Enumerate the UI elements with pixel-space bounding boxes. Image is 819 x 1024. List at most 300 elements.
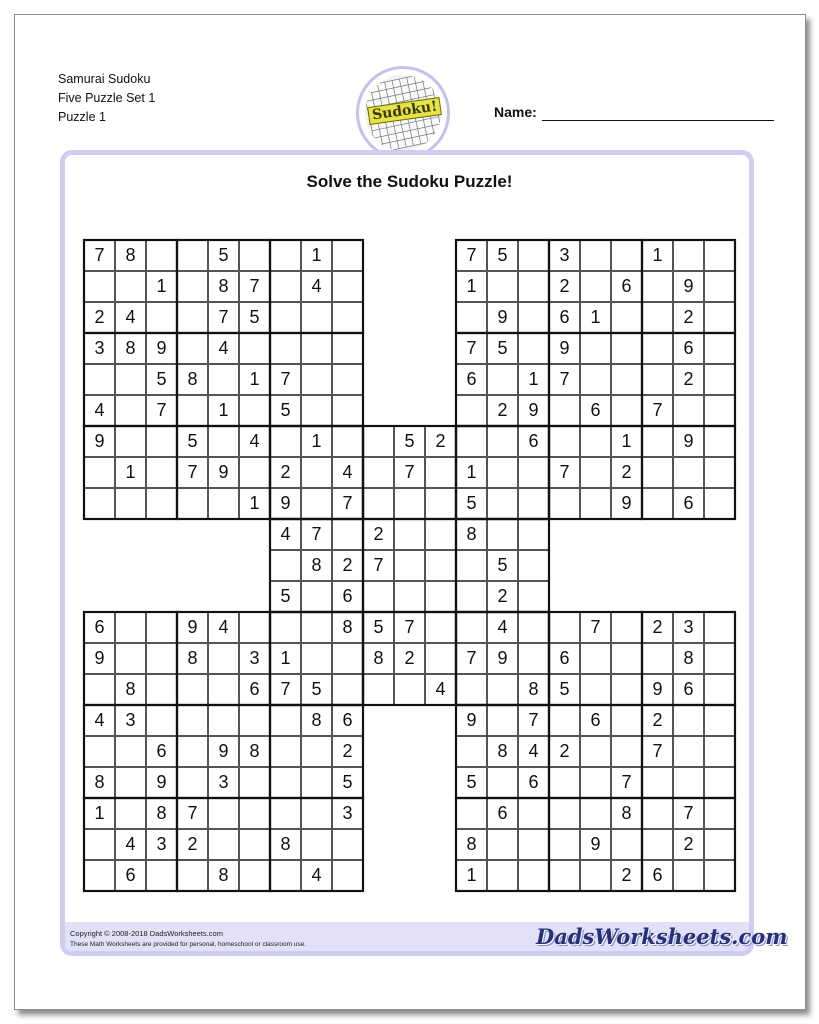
empty-cell[interactable] (642, 643, 673, 674)
empty-cell[interactable] (332, 333, 363, 364)
empty-cell[interactable] (332, 302, 363, 333)
empty-cell[interactable] (704, 457, 735, 488)
empty-cell[interactable] (332, 860, 363, 891)
empty-cell[interactable] (332, 364, 363, 395)
empty-cell[interactable] (425, 519, 456, 550)
given-cell: 4 (487, 612, 518, 643)
empty-cell[interactable] (704, 612, 735, 643)
empty-cell[interactable] (270, 271, 301, 302)
empty-cell[interactable] (394, 550, 425, 581)
empty-cell[interactable] (394, 488, 425, 519)
given-cell: 8 (115, 240, 146, 271)
empty-cell[interactable] (642, 271, 673, 302)
given-cell: 8 (177, 364, 208, 395)
empty-cell[interactable] (487, 829, 518, 860)
empty-cell[interactable] (580, 271, 611, 302)
empty-cell[interactable] (332, 829, 363, 860)
empty-cell[interactable] (704, 395, 735, 426)
empty-cell[interactable] (146, 860, 177, 891)
empty-cell[interactable] (270, 333, 301, 364)
empty-cell[interactable] (270, 798, 301, 829)
empty-cell[interactable] (456, 395, 487, 426)
empty-cell[interactable] (642, 302, 673, 333)
empty-cell[interactable] (115, 395, 146, 426)
empty-cell[interactable] (704, 767, 735, 798)
empty-cell[interactable] (301, 457, 332, 488)
empty-cell[interactable] (673, 240, 704, 271)
given-cell: 2 (611, 457, 642, 488)
empty-cell[interactable] (518, 581, 549, 612)
empty-cell[interactable] (456, 581, 487, 612)
empty-cell[interactable] (456, 302, 487, 333)
empty-cell[interactable] (239, 333, 270, 364)
given-cell: 8 (84, 767, 115, 798)
copyright-text: Copyright © 2008-2018 DadsWorksheets.com (70, 929, 223, 938)
empty-cell[interactable] (673, 736, 704, 767)
given-cell: 2 (177, 829, 208, 860)
empty-cell[interactable] (208, 829, 239, 860)
empty-cell[interactable] (549, 829, 580, 860)
given-cell: 7 (580, 612, 611, 643)
empty-cell[interactable] (146, 643, 177, 674)
empty-cell[interactable] (611, 643, 642, 674)
empty-cell[interactable] (270, 550, 301, 581)
empty-cell[interactable] (84, 488, 115, 519)
given-cell: 9 (208, 736, 239, 767)
given-cell: 7 (239, 271, 270, 302)
empty-cell[interactable] (611, 705, 642, 736)
given-cell: 3 (332, 798, 363, 829)
puzzle-title: Solve the Sudoku Puzzle! (306, 172, 513, 191)
empty-cell[interactable] (642, 364, 673, 395)
empty-cell[interactable] (611, 829, 642, 860)
empty-cell[interactable] (301, 829, 332, 860)
empty-cell[interactable] (704, 364, 735, 395)
empty-cell[interactable] (611, 364, 642, 395)
empty-cell[interactable] (518, 860, 549, 891)
empty-cell[interactable] (270, 612, 301, 643)
empty-cell[interactable] (487, 767, 518, 798)
empty-cell[interactable] (518, 519, 549, 550)
empty-cell[interactable] (146, 302, 177, 333)
empty-cell[interactable] (239, 705, 270, 736)
empty-cell[interactable] (301, 643, 332, 674)
empty-cell[interactable] (239, 240, 270, 271)
empty-cell[interactable] (487, 364, 518, 395)
empty-cell[interactable] (270, 860, 301, 891)
empty-cell[interactable] (673, 395, 704, 426)
empty-cell[interactable] (518, 643, 549, 674)
empty-cell[interactable] (704, 829, 735, 860)
empty-cell[interactable] (580, 333, 611, 364)
empty-cell[interactable] (704, 674, 735, 705)
empty-cell[interactable] (332, 643, 363, 674)
given-cell: 8 (270, 829, 301, 860)
empty-cell[interactable] (456, 426, 487, 457)
empty-cell[interactable] (704, 798, 735, 829)
empty-cell[interactable] (177, 705, 208, 736)
empty-cell[interactable] (177, 302, 208, 333)
empty-cell[interactable] (518, 333, 549, 364)
empty-cell[interactable] (673, 860, 704, 891)
empty-cell[interactable] (301, 302, 332, 333)
given-cell: 8 (611, 798, 642, 829)
empty-cell[interactable] (518, 550, 549, 581)
given-cell: 2 (84, 302, 115, 333)
empty-cell[interactable] (270, 302, 301, 333)
empty-cell[interactable] (239, 860, 270, 891)
given-cell: 5 (146, 364, 177, 395)
empty-cell[interactable] (549, 488, 580, 519)
empty-cell[interactable] (456, 798, 487, 829)
empty-cell[interactable] (177, 860, 208, 891)
given-cell: 7 (394, 457, 425, 488)
empty-cell[interactable] (270, 705, 301, 736)
empty-cell[interactable] (549, 395, 580, 426)
empty-cell[interactable] (518, 829, 549, 860)
given-cell: 1 (456, 457, 487, 488)
empty-cell[interactable] (146, 488, 177, 519)
name-label: Name: (494, 104, 537, 120)
empty-cell[interactable] (239, 829, 270, 860)
given-cell: 7 (270, 674, 301, 705)
empty-cell[interactable] (611, 395, 642, 426)
given-cell: 8 (301, 705, 332, 736)
empty-cell[interactable] (580, 767, 611, 798)
empty-cell[interactable] (301, 798, 332, 829)
given-cell: 6 (611, 271, 642, 302)
empty-cell[interactable] (208, 798, 239, 829)
empty-cell[interactable] (363, 426, 394, 457)
empty-cell[interactable] (84, 736, 115, 767)
given-cell: 8 (487, 736, 518, 767)
empty-cell[interactable] (177, 488, 208, 519)
given-cell: 2 (363, 519, 394, 550)
empty-cell[interactable] (115, 736, 146, 767)
empty-cell[interactable] (84, 271, 115, 302)
empty-cell[interactable] (580, 364, 611, 395)
given-cell: 3 (208, 767, 239, 798)
empty-cell[interactable] (363, 674, 394, 705)
given-cell: 5 (456, 488, 487, 519)
empty-cell[interactable] (704, 736, 735, 767)
given-cell: 5 (270, 395, 301, 426)
empty-cell[interactable] (549, 705, 580, 736)
empty-cell[interactable] (332, 519, 363, 550)
given-cell: 4 (115, 302, 146, 333)
empty-cell[interactable] (456, 550, 487, 581)
empty-cell[interactable] (270, 767, 301, 798)
given-cell: 9 (208, 457, 239, 488)
empty-cell[interactable] (239, 457, 270, 488)
empty-cell[interactable] (425, 550, 456, 581)
empty-cell[interactable] (580, 240, 611, 271)
given-cell: 6 (549, 643, 580, 674)
given-cell: 2 (394, 643, 425, 674)
empty-cell[interactable] (115, 767, 146, 798)
given-cell: 8 (332, 612, 363, 643)
empty-cell[interactable] (239, 798, 270, 829)
empty-cell[interactable] (115, 488, 146, 519)
empty-cell[interactable] (549, 798, 580, 829)
empty-cell[interactable] (115, 643, 146, 674)
empty-cell[interactable] (363, 457, 394, 488)
empty-cell[interactable] (642, 488, 673, 519)
empty-cell[interactable] (642, 829, 673, 860)
given-cell: 6 (332, 705, 363, 736)
given-cell: 2 (611, 860, 642, 891)
empty-cell[interactable] (84, 829, 115, 860)
given-cell: 7 (270, 364, 301, 395)
given-cell: 6 (115, 860, 146, 891)
empty-cell[interactable] (704, 705, 735, 736)
empty-cell[interactable] (177, 674, 208, 705)
empty-cell[interactable] (704, 302, 735, 333)
given-cell: 2 (673, 302, 704, 333)
empty-cell[interactable] (301, 364, 332, 395)
given-cell: 7 (363, 550, 394, 581)
usage-note: These Math Worksheets are provided for personal, homeschool or classroom use. (70, 941, 307, 948)
given-cell: 9 (518, 395, 549, 426)
empty-cell[interactable] (270, 240, 301, 271)
empty-cell[interactable] (580, 488, 611, 519)
empty-cell[interactable] (394, 519, 425, 550)
empty-cell[interactable] (642, 798, 673, 829)
empty-cell[interactable] (146, 240, 177, 271)
given-cell: 1 (456, 860, 487, 891)
empty-cell[interactable] (518, 798, 549, 829)
empty-cell[interactable] (580, 426, 611, 457)
empty-cell[interactable] (177, 333, 208, 364)
empty-cell[interactable] (580, 798, 611, 829)
empty-cell[interactable] (115, 798, 146, 829)
empty-cell[interactable] (332, 426, 363, 457)
given-cell: 3 (549, 240, 580, 271)
empty-cell[interactable] (332, 674, 363, 705)
empty-cell[interactable] (301, 767, 332, 798)
given-cell: 1 (239, 488, 270, 519)
empty-cell[interactable] (518, 488, 549, 519)
empty-cell[interactable] (518, 457, 549, 488)
empty-cell[interactable] (518, 240, 549, 271)
given-cell: 6 (673, 674, 704, 705)
empty-cell[interactable] (146, 457, 177, 488)
empty-cell[interactable] (518, 612, 549, 643)
empty-cell[interactable] (487, 426, 518, 457)
empty-cell[interactable] (487, 271, 518, 302)
empty-cell[interactable] (704, 271, 735, 302)
given-cell: 5 (177, 426, 208, 457)
empty-cell[interactable] (611, 333, 642, 364)
empty-cell[interactable] (239, 395, 270, 426)
empty-cell[interactable] (487, 457, 518, 488)
name-entry-line[interactable] (542, 120, 774, 121)
empty-cell[interactable] (146, 612, 177, 643)
empty-cell[interactable] (208, 426, 239, 457)
empty-cell[interactable] (332, 240, 363, 271)
empty-cell[interactable] (580, 457, 611, 488)
dadsworksheets-logo: DadsWorksheets.com (536, 924, 788, 949)
empty-cell[interactable] (301, 612, 332, 643)
given-cell: 1 (518, 364, 549, 395)
given-cell: 1 (239, 364, 270, 395)
empty-cell[interactable] (549, 767, 580, 798)
given-cell: 1 (270, 643, 301, 674)
worksheet-puzzle-line: Puzzle 1 (58, 110, 106, 124)
empty-cell[interactable] (704, 860, 735, 891)
empty-cell[interactable] (425, 643, 456, 674)
empty-cell[interactable] (146, 426, 177, 457)
empty-cell[interactable] (611, 674, 642, 705)
empty-cell[interactable] (642, 767, 673, 798)
empty-cell[interactable] (487, 860, 518, 891)
given-cell: 8 (208, 860, 239, 891)
given-cell: 9 (673, 426, 704, 457)
given-cell: 8 (673, 643, 704, 674)
empty-cell[interactable] (394, 581, 425, 612)
empty-cell[interactable] (487, 705, 518, 736)
given-cell: 2 (642, 612, 673, 643)
empty-cell[interactable] (301, 581, 332, 612)
empty-cell[interactable] (673, 705, 704, 736)
empty-cell[interactable] (487, 519, 518, 550)
empty-cell[interactable] (425, 457, 456, 488)
empty-cell[interactable] (704, 488, 735, 519)
empty-cell[interactable] (549, 860, 580, 891)
empty-cell[interactable] (239, 612, 270, 643)
badge-word: Sudoku! (367, 97, 442, 125)
empty-cell[interactable] (611, 612, 642, 643)
empty-cell[interactable] (673, 457, 704, 488)
empty-cell[interactable] (642, 426, 673, 457)
empty-cell[interactable] (146, 705, 177, 736)
empty-cell[interactable] (642, 457, 673, 488)
given-cell: 7 (177, 457, 208, 488)
empty-cell[interactable] (115, 426, 146, 457)
given-cell: 9 (487, 643, 518, 674)
given-cell: 5 (394, 426, 425, 457)
empty-cell[interactable] (518, 271, 549, 302)
empty-cell[interactable] (146, 674, 177, 705)
given-cell: 5 (239, 302, 270, 333)
given-cell: 6 (487, 798, 518, 829)
empty-cell[interactable] (84, 674, 115, 705)
empty-cell[interactable] (425, 612, 456, 643)
empty-cell[interactable] (208, 364, 239, 395)
empty-cell[interactable] (704, 643, 735, 674)
given-cell: 1 (146, 271, 177, 302)
empty-cell[interactable] (208, 705, 239, 736)
given-cell: 5 (549, 674, 580, 705)
empty-cell[interactable] (177, 240, 208, 271)
given-cell: 7 (456, 643, 487, 674)
empty-cell[interactable] (456, 736, 487, 767)
empty-cell[interactable] (115, 364, 146, 395)
given-cell: 5 (270, 581, 301, 612)
given-cell: 6 (456, 364, 487, 395)
empty-cell[interactable] (332, 395, 363, 426)
empty-cell[interactable] (177, 736, 208, 767)
empty-cell[interactable] (115, 612, 146, 643)
given-cell: 1 (208, 395, 239, 426)
empty-cell[interactable] (301, 736, 332, 767)
empty-cell[interactable] (580, 736, 611, 767)
empty-cell[interactable] (673, 767, 704, 798)
empty-cell[interactable] (425, 581, 456, 612)
empty-cell[interactable] (177, 271, 208, 302)
given-cell: 8 (177, 643, 208, 674)
empty-cell[interactable] (301, 395, 332, 426)
empty-cell[interactable] (580, 674, 611, 705)
empty-cell[interactable] (84, 364, 115, 395)
empty-cell[interactable] (208, 488, 239, 519)
empty-cell[interactable] (270, 426, 301, 457)
empty-cell[interactable] (642, 333, 673, 364)
empty-cell[interactable] (518, 302, 549, 333)
empty-cell[interactable] (487, 674, 518, 705)
given-cell: 5 (487, 550, 518, 581)
empty-cell[interactable] (456, 612, 487, 643)
given-cell: 1 (611, 426, 642, 457)
empty-cell[interactable] (580, 643, 611, 674)
given-cell: 9 (642, 674, 673, 705)
empty-cell[interactable] (363, 488, 394, 519)
empty-cell[interactable] (704, 426, 735, 457)
empty-cell[interactable] (611, 240, 642, 271)
given-cell: 1 (84, 798, 115, 829)
empty-cell[interactable] (84, 860, 115, 891)
empty-cell[interactable] (549, 426, 580, 457)
given-cell: 5 (487, 333, 518, 364)
empty-cell[interactable] (549, 612, 580, 643)
given-cell: 9 (456, 705, 487, 736)
empty-cell[interactable] (239, 767, 270, 798)
given-cell: 7 (332, 488, 363, 519)
given-cell: 4 (208, 333, 239, 364)
empty-cell[interactable] (301, 333, 332, 364)
empty-cell[interactable] (177, 767, 208, 798)
given-cell: 7 (673, 798, 704, 829)
empty-cell[interactable] (611, 736, 642, 767)
given-cell: 9 (146, 767, 177, 798)
empty-cell[interactable] (363, 581, 394, 612)
empty-cell[interactable] (84, 457, 115, 488)
empty-cell[interactable] (704, 333, 735, 364)
given-cell: 4 (208, 612, 239, 643)
empty-cell[interactable] (115, 271, 146, 302)
empty-cell[interactable] (580, 860, 611, 891)
given-cell: 6 (84, 612, 115, 643)
empty-cell[interactable] (208, 674, 239, 705)
empty-cell[interactable] (208, 643, 239, 674)
empty-cell[interactable] (332, 271, 363, 302)
empty-cell[interactable] (270, 736, 301, 767)
empty-cell[interactable] (394, 674, 425, 705)
given-cell: 2 (642, 705, 673, 736)
empty-cell[interactable] (301, 488, 332, 519)
given-cell: 2 (332, 550, 363, 581)
given-cell: 6 (580, 705, 611, 736)
given-cell: 2 (425, 426, 456, 457)
empty-cell[interactable] (611, 302, 642, 333)
empty-cell[interactable] (704, 240, 735, 271)
given-cell: 9 (146, 333, 177, 364)
sudoku-badge-logo (356, 66, 450, 160)
empty-cell[interactable] (177, 395, 208, 426)
empty-cell[interactable] (487, 488, 518, 519)
empty-cell[interactable] (425, 488, 456, 519)
empty-cell[interactable] (456, 674, 487, 705)
